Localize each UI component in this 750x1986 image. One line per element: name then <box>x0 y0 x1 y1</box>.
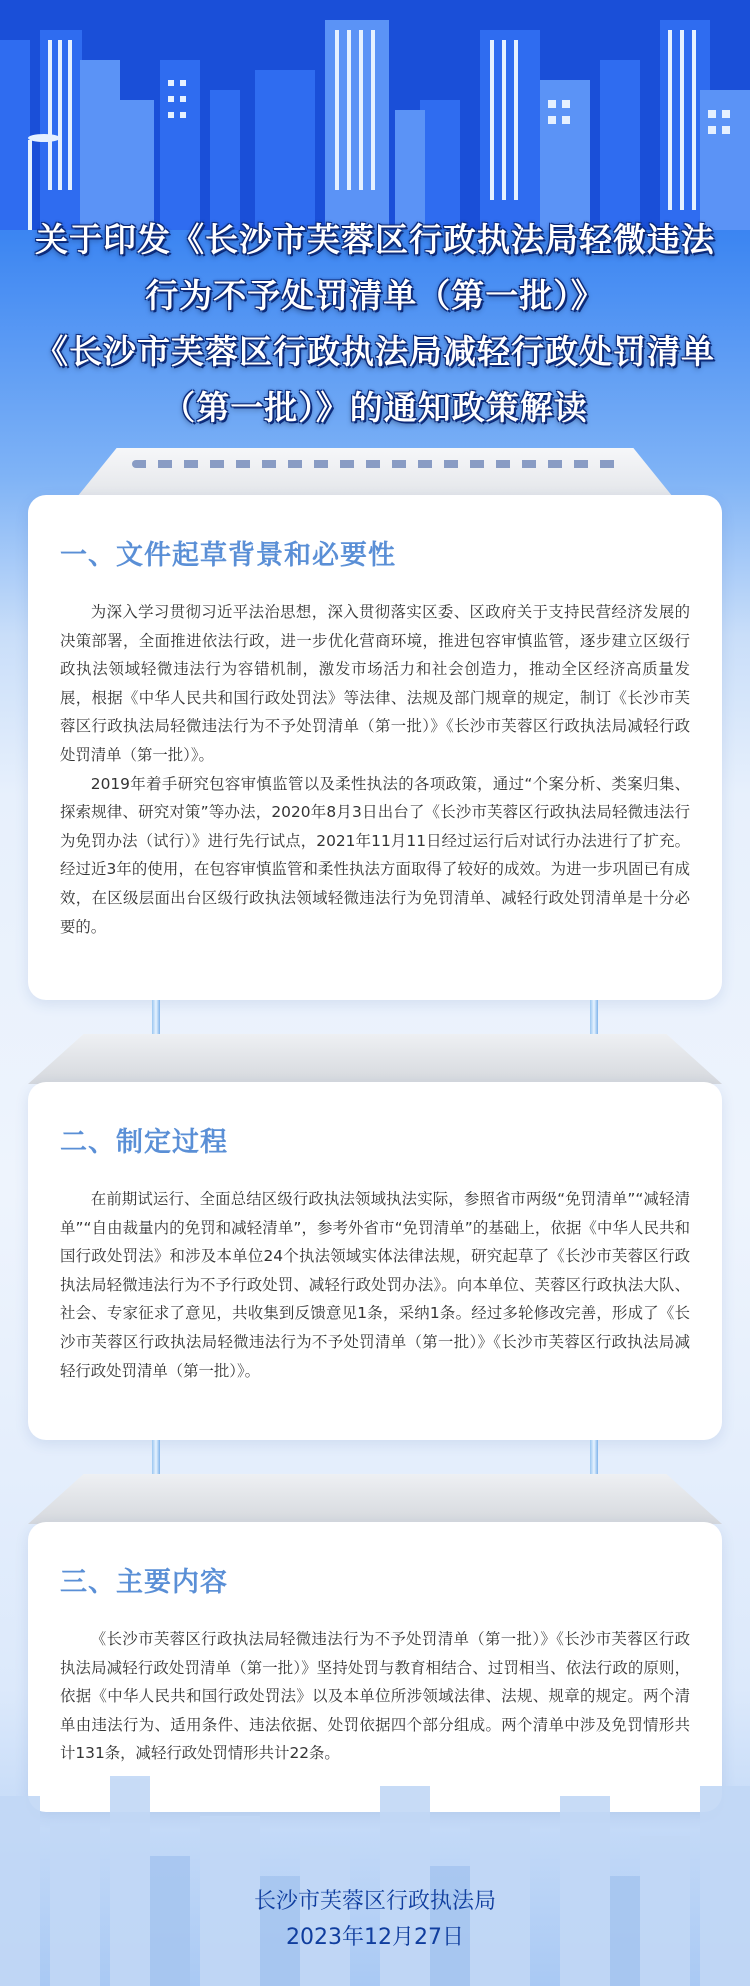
section-paragraph: 2019年着手研究包容审慎监管以及柔性执法的各项政策，通过“个案分析、类案归集、探索规律、研究对策”等办法，2020年8月3日出台了《长沙市芙蓉区行政执法局轻微违法行为免罚办法（试行）》进行先行试点，2021年11月11日经过运行后对试行办法进行了扩充。经过近3年的使用，在包容审慎监管和柔性执法方面取得了较好的成效。为进一步巩固已有成效，在区级层面出台区级行政执法领域轻微违法行为免罚清单、减轻行政处罚清单是十分必要的。 <box>60 774 690 936</box>
section-heading: 三、主要内容 <box>60 1567 228 1598</box>
section-paragraph: 《长沙市芙蓉区行政执法局轻微违法行为不予处罚清单（第一批）》《长沙市芙蓉区行政执法局减轻行政处罚清单（第一批）》坚持处罚与教育相结合、过罚相当、依法行政的原则，依据《中华人民共和国行政处罚法》以及本单位所涉领域法律、法规、规章的规定。两个清单由违法行为、适用条件、违法依据、处罚依据四个部分组成。两个清单中涉及免罚情形共计131条，减轻行政处罚情形共计22条。 <box>60 1630 690 1763</box>
decorative-plate <box>28 1034 722 1084</box>
decorative-plate <box>28 1474 722 1524</box>
issue-date: 2023年12月27日 <box>286 1925 464 1950</box>
section-card-process <box>28 1082 722 1440</box>
title-line-3: 《长沙市芙蓉区行政执法局减轻行政处罚清单 <box>35 332 715 371</box>
page-title <box>30 212 720 436</box>
section-card-background <box>28 495 722 1000</box>
title-line-2: 行为不予处罚清单（第一批）》 <box>145 276 605 315</box>
section-heading: 二、制定过程 <box>60 1127 228 1158</box>
title-line-4: （第一批）》的通知政策解读 <box>162 388 588 427</box>
section-paragraph: 在前期试运行、全面总结区级行政执法领域执法实际，参照省市两级“免罚清单”“减轻清单”“自由裁量内的免罚和减轻清单”，参考外省市“免罚清单”的基础上，依据《中华人民共和国行政处罚法》和涉及本单位24个执法领域实体法律法规，研究起草了《长沙市芙蓉区行政执法局轻微违法行为不予行政处罚、减轻行政处罚办法》。向本单位、芙蓉区行政执法大队、社会、专家征求了意见，共收集到反馈意见1条，采纳1条。经过多轮修改完善，形成了《长沙市芙蓉区行政执法局轻微违法行为不予处罚清单（第一批）》《长沙市芙蓉区行政执法局减轻行政处罚清单（第一批）》。 <box>60 1190 690 1380</box>
title-line-1: 关于印发《长沙市芙蓉区行政执法局轻微违法 <box>35 220 715 259</box>
city-skyline-illustration-top <box>0 0 750 230</box>
issuing-organization: 长沙市芙蓉区行政执法局 <box>253 1889 496 1914</box>
section-heading: 一、文件起草背景和必要性 <box>60 540 396 571</box>
section-paragraph: 为深入学习贯彻习近平法治思想，深入贯彻落实区委、区政府关于支持民营经济发展的决策部署，全面推进依法行政，进一步优化营商环境，推进包容审慎监管，逐步建立区级行政执法领域轻微违法行为容错机制，激发市场活力和社会创造力，推动全区经济高质量发展，根据《中华人民共和国行政处罚法》等法律、法规及部门规章的规定，制订《长沙市芙蓉区行政执法局轻微违法行为不予处罚清单（第一批）》《长沙市芙蓉区行政执法局减轻行政处罚清单（第一批）》。 <box>60 603 690 764</box>
